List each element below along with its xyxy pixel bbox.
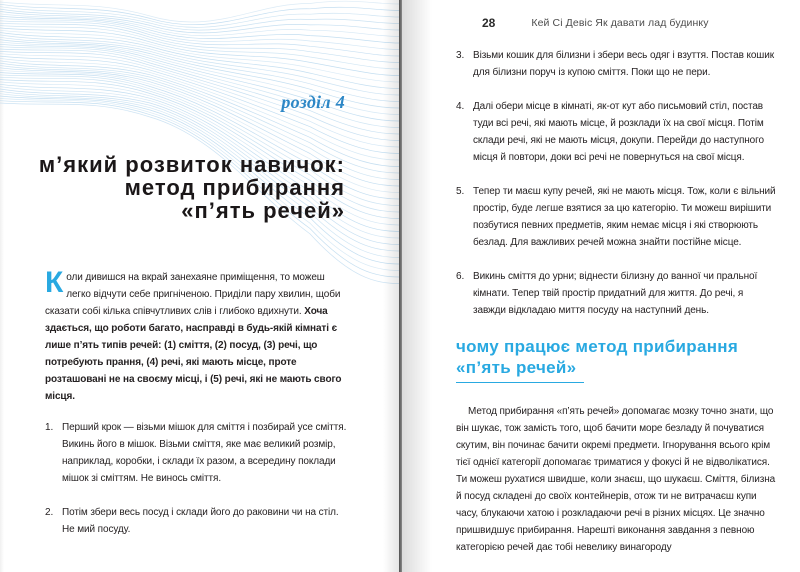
list-item-number: 5. <box>456 186 465 197</box>
list-item-number: 3. <box>456 50 465 61</box>
chapter-label: розділ 4 <box>281 92 345 112</box>
wave-pattern-decoration <box>0 0 399 300</box>
list-item-number: 1. <box>45 422 54 433</box>
running-header <box>402 16 800 32</box>
list-item-number: 6. <box>456 271 465 282</box>
chapter-title-line-2: метод прибирання <box>124 175 345 200</box>
list-item <box>45 504 347 538</box>
subheading-line-2: «п’ять речей» <box>456 357 584 383</box>
list-item <box>456 98 776 166</box>
list-item-number: 4. <box>456 101 465 112</box>
page-number: 28 <box>482 16 496 30</box>
right-page <box>402 0 800 572</box>
list-item <box>456 268 776 319</box>
section-subheading <box>456 336 776 383</box>
list-item-number: 2. <box>45 507 54 518</box>
running-head-title: Кей Сі Девіс Як давати лад будинку <box>531 17 709 29</box>
chapter-title <box>39 153 345 222</box>
chapter-title-line-3: «п’ять речей» <box>181 198 345 223</box>
list-item <box>456 47 776 81</box>
list-item-text: Тепер ти маєш купу речей, які не мають місця. Тож, коли є вільний простір, буде легше взятися за цю категорію. Ти можеш вирішити позбутися певних предметів, яким немає місця і які створюють безлад. Для важливих речей можна знайти постійне місце. <box>473 186 776 248</box>
list-item <box>456 183 776 251</box>
intro-bold-text: Хоча здається, що роботи багато, насправді в будь-якій кімнаті є лише п’ять типів речей: (1) сміття, (2) посуд, (3) речі, що потребують прання, (4) речі, які мають місце, проте розташовані не на своєму місці, і (5) речі, які не мають свого місця. <box>45 306 342 402</box>
steps-list-right <box>456 47 776 319</box>
list-item-text: Перший крок — візьми мішок для сміття і позбирай усе сміття. Викинь його в мішок. Візьми сміття, яке має великий розмір, наприклад, коробки, і склади їх разом, а всередину поклади мішок зі сміттям. Не винось сміття. <box>62 422 347 484</box>
list-item-text: Візьми кошик для білизни і збери весь одяг і взуття. Постав кошик для білизни поруч із купою сміття. Поки що не пери. <box>473 50 774 78</box>
intro-regular-text: оли дивишся на вкрай занехаяне приміщення, то можеш легко відчути себе пригніченою. Приділи пару хвилин, щоби сказати собі кілька співчутливих слів і глибоко вдихнути. <box>45 272 341 317</box>
list-item-text: Потім збери весь посуд і склади його до раковини чи на стіл. Не мий посуду. <box>62 507 339 535</box>
closing-paragraph: Метод прибирання «п’ять речей» допомагає мозку точно знати, що він шукає, тож замість того, щоб бачити море безладу й почуватися скутим, він починає бачити окремі предмети. Ігнорування всього крім тієї однієї категорії допомагає триматися у фокусі й не відволікатися. Ти можеш рухатися швидше, коли знаєш, що шукаєш. Сміття, білизна й посуд складені до своїх контейнерів, отож ти не витрачаєш купи часу, блукаючи хатою і розкладаючи речі в різних місцях. Це значно пришвидшує прибирання. Нарешті виконання завдання з певною категорією речей дає тобі невелику винагороду <box>456 406 776 553</box>
list-item <box>45 419 347 487</box>
subheading-line-1: чому працює метод прибирання <box>456 337 739 356</box>
drop-cap: К <box>45 266 64 299</box>
steps-list-left <box>45 419 347 538</box>
chapter-title-line-1: м’який розвиток навичок: <box>38 152 345 177</box>
list-item-text: Викинь сміття до урни; віднести білизну до ванної чи пральної кімнати. Тепер твій простір придатний для життя. До речі, я завжди відкладаю миття посуду на наступний день. <box>473 271 758 316</box>
intro-paragraph <box>45 266 347 405</box>
list-item-text: Далі обери місце в кімнаті, як-от кут або письмовий стіл, постав туди всі речі, які мають місце, й розклади їх на свої місця. Потім склади речі, які не мають місця, докупи. Перейди до наступного місця й повтори, доки всі речі не повернуться на свої місця. <box>473 101 764 163</box>
left-page <box>0 0 399 572</box>
